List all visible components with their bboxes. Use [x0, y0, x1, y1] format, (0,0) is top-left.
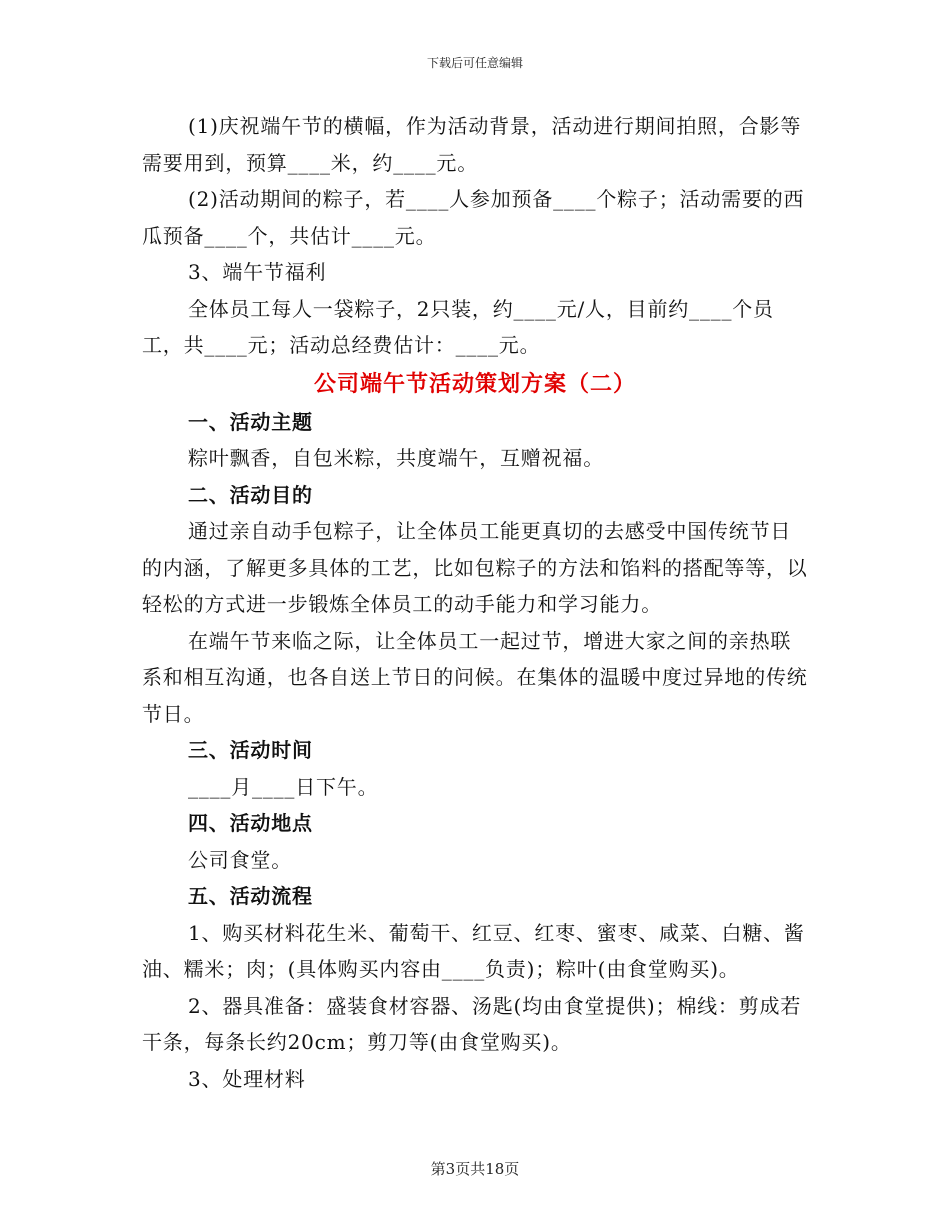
paragraph-welfare-label: 3、端午节福利 — [188, 260, 327, 284]
paragraph-banner-budget: (1)庆祝端午节的横幅，作为活动背景，活动进行期间拍照，合影等需要用到，预算____米，约____元。 — [142, 114, 802, 175]
heading-purpose: 二、活动目的 — [188, 482, 313, 507]
paragraph-zongzi-budget: (2)活动期间的粽子，若____人参加预备____个粽子；活动需要的西瓜预备____个，共估计____元。 — [142, 187, 805, 248]
paragraph-process-handling: 3、处理材料 — [188, 1066, 306, 1091]
paragraph-purpose-1: 通过亲自动手包粽子，让全体员工能更真切的去感受中国传统节日的内涵，了解更多具体的工艺，比如包粽子的方法和馅料的搭配等等，以轻松的方式进一步锻炼全体员工的动手能力和学习能力。 — [142, 519, 808, 616]
heading-theme: 一、活动主题 — [188, 409, 313, 434]
heading-location: 四、活动地点 — [188, 811, 313, 835]
paragraph-location: 公司食堂。 — [188, 847, 292, 872]
paragraph-welfare-detail: 全体员工每人一袋粽子，2只装，约____元/人，目前约____个员工，共____元；活动总经费估计：____元。 — [142, 296, 774, 357]
heading-process: 五、活动流程 — [188, 884, 313, 908]
page-header: 下载后可任意编辑 — [426, 56, 523, 70]
paragraph-purpose-2: 在端午节来临之际，让全体员工一起过节，增进大家之间的亲热联系和相互沟通，也各自送上节日的问候。在集体的温暖中度过异地的传统节日。 — [142, 628, 808, 726]
paragraph-time: ____月____日下午。 — [188, 774, 379, 799]
paragraph-process-tools: 2、器具准备：盛装食材容器、汤匙(均由食堂提供)；棉线：剪成若干条，每条长约20cm；剪刀等(由食堂购买)。 — [142, 993, 802, 1054]
paragraph-theme: 粽叶飘香，自包米粽，共度端午，互赠祝福。 — [188, 446, 604, 470]
heading-time: 三、活动时间 — [188, 738, 313, 762]
paragraph-process-materials: 1、购买材料花生米、葡萄干、红豆、红枣、蜜枣、咸菜、白糖、酱油、糯米；肉；(具体购买内容由____负责)；粽叶(由食堂购买)。 — [142, 920, 805, 981]
page-footer: 第3页共18页 — [430, 1160, 520, 1178]
section-title: 公司端午节活动策划方案（二） — [313, 370, 636, 397]
document-body — [142, 108, 808, 1097]
